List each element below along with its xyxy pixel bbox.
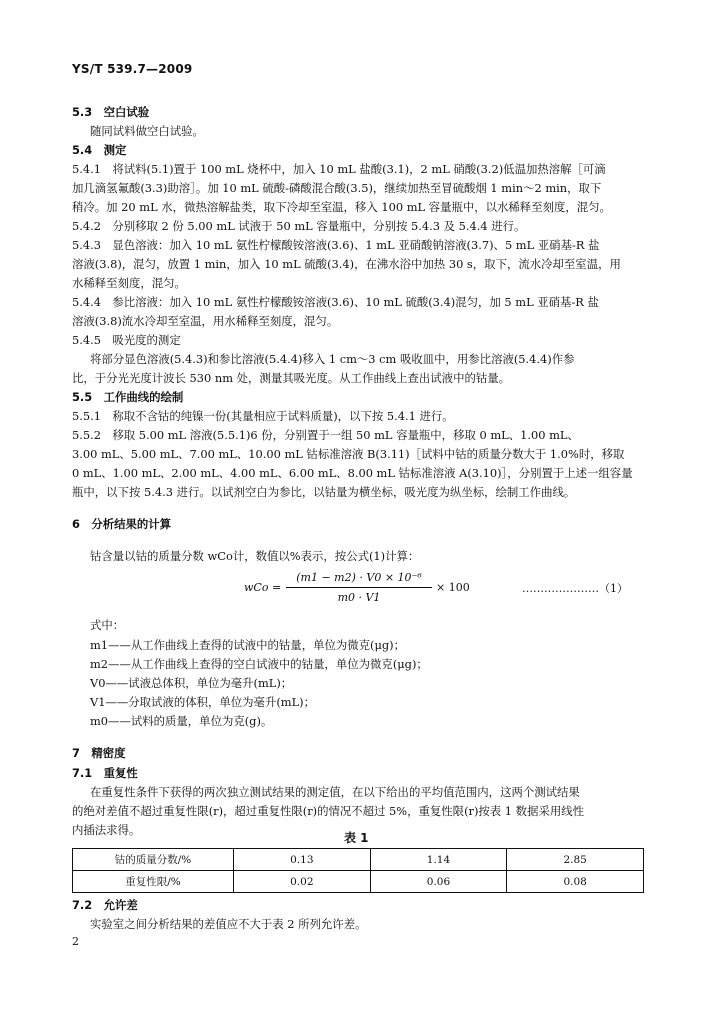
table-cell: 1.14 — [370, 849, 507, 871]
formula-lhs: wCo = — [244, 581, 282, 594]
table-cell: 0.06 — [370, 871, 507, 893]
text-line: 5.5.2 移取 5.00 mL 溶液(5.5.1)6 份，分别置于一组 50 mL 容量瓶中，移取 0 mL、1.00 mL、 — [72, 428, 579, 442]
table-cell: 0.08 — [507, 871, 644, 893]
text-line: m2——从工作曲线上查得的空白试液中的钴量，单位为微克(μg)； — [90, 657, 428, 671]
text-line: 将部分显色溶液(5.4.3)和参比溶液(5.4.4)移入 1 cm～3 cm 吸收皿中，用参比溶液(5.4.4)作参 — [90, 352, 575, 366]
fraction-bar — [286, 587, 432, 588]
table-cell-label: 钴的质量分数/% — [73, 849, 234, 871]
text-line: 5.4.1 将试料(5.1)置于 100 mL 烧杯中，加入 10 mL 盐酸(3.1)，2 mL 硝酸(3.2)低温加热溶解［可滴 — [72, 162, 606, 176]
section-heading: 7 精密度 — [72, 746, 126, 760]
text-line: 5.4.3 显色溶液：加入 10 mL 氨性柠檬酸铵溶液(3.6)、1 mL 亚硝酸钠溶液(3.7)、5 mL 亚硝基-R 盐 — [72, 238, 600, 252]
section-heading: 7.1 重复性 — [72, 766, 138, 780]
table-row — [73, 871, 644, 893]
text-line: 3.00 mL、5.00 mL、7.00 mL、10.00 mL 钴标准溶液 B(3.11)［试料中钴的质量分数大于 1.0%时，移取 — [72, 447, 625, 461]
text-line: m0——试料的质量，单位为克(g)。 — [90, 714, 273, 728]
table-cell: 0.13 — [234, 849, 371, 871]
text-line: 0 mL、1.00 mL、2.00 mL、4.00 mL、6.00 mL、8.00 mL 钴标准溶液 A(3.10)］，分别置于上述一组容量 — [72, 466, 633, 480]
text-line: 的绝对差值不超过重复性限(r)，超过重复性限(r)的情况不超过 5%，重复性限(r)按表 1 数据采用线性 — [72, 804, 585, 818]
text-line: 溶液(3.8)流水冷却至室温，用水稀释至刻度，混匀。 — [72, 314, 339, 328]
equation-number: …………………（1） — [522, 582, 628, 595]
text-line: 5.4.2 分别移取 2 份 5.00 mL 试液于 50 mL 容量瓶中，分别按 5.4.3 及 5.4.4 进行。 — [72, 219, 526, 233]
text-line: 钴含量以钴的质量分数 wCo计，数值以%表示，按公式(1)计算： — [90, 549, 420, 563]
formula-rhs: × 100 — [436, 581, 470, 594]
section-heading: 5.3 空白试验 — [72, 105, 150, 119]
formula-numerator: (m1 − m2) · V0 × 10⁻⁶ — [296, 571, 422, 584]
standard-code-header: YS/T 539.7—2009 — [72, 62, 193, 76]
section-heading: 7.2 允许差 — [72, 898, 138, 912]
text-line: 实验室之间分析结果的差值应不大于表 2 所列允许差。 — [90, 917, 367, 931]
page-number: 2 — [72, 935, 79, 948]
text-line: 溶液(3.8)，混匀，放置 1 min，加入 10 mL 硫酸(3.4)，在沸水浴中加热 30 s，取下，流水冷却至室温，用 — [72, 257, 621, 271]
text-line: 5.4.5 吸光度的测定 — [72, 333, 181, 347]
text-line: 内插法求得。 — [72, 823, 141, 837]
text-line: 水稀释至刻度，混匀。 — [72, 276, 186, 290]
text-line: 比，于分光光度计波长 530 nm 处，测量其吸光度。从工作曲线上查出试液中的钴量。 — [72, 371, 511, 385]
text-line: 加几滴氢氟酸(3.3)助溶］。加 10 mL 硫酸-磷酸混合酸(3.5)，继续加热至冒硫酸烟 1 min～2 min，取下 — [72, 181, 602, 195]
text-line: 在重复性条件下获得的两次独立测试结果的测定值，在以下给出的平均值范围内，这两个测试结果 — [90, 785, 580, 799]
formula-1 — [244, 571, 474, 607]
table-1 — [72, 848, 644, 893]
text-line: 瓶中，以下按 5.4.3 进行。以试剂空白为参比，以钴量为横坐标，吸光度为纵坐标，绘制工作曲线。 — [72, 485, 576, 499]
text-line: 5.5.1 称取不含钴的纯镍一份(其量相应于试料质量)，以下按 5.4.1 进行。 — [72, 409, 454, 423]
table-cell: 0.02 — [234, 871, 371, 893]
section-heading: 5.5 工作曲线的绘制 — [72, 390, 184, 404]
section-heading: 5.4 测定 — [72, 143, 127, 157]
text-line: 随同试料做空白试验。 — [90, 124, 204, 138]
text-line: 5.4.4 参比溶液：加入 10 mL 氨性柠檬酸铵溶液(3.6)、10 mL 硫酸(3.4)混匀，加 5 mL 亚硝基-R 盐 — [72, 295, 599, 309]
section-heading: 6 分析结果的计算 — [72, 517, 172, 531]
table-row — [73, 849, 644, 871]
text-line: 稍冷。加 20 mL 水，微热溶解盐类，取下冷却至室温，移入 100 mL 容量瓶中，以水稀释至刻度，混匀。 — [72, 200, 611, 214]
text-line: V0——试液总体积，单位为毫升(mL)； — [90, 676, 293, 690]
table-caption: 表 1 — [344, 831, 369, 845]
formula-denominator: m0 · V1 — [337, 591, 381, 604]
text-line: V1——分取试液的体积，单位为毫升(mL)； — [90, 695, 315, 709]
text-line: m1——从工作曲线上查得的试液中的钴量，单位为微克(μg)； — [90, 638, 406, 652]
text-line: 式中： — [90, 618, 125, 632]
formula-fraction — [286, 571, 432, 604]
table-cell-label: 重复性限/% — [73, 871, 234, 893]
table-cell: 2.85 — [507, 849, 644, 871]
